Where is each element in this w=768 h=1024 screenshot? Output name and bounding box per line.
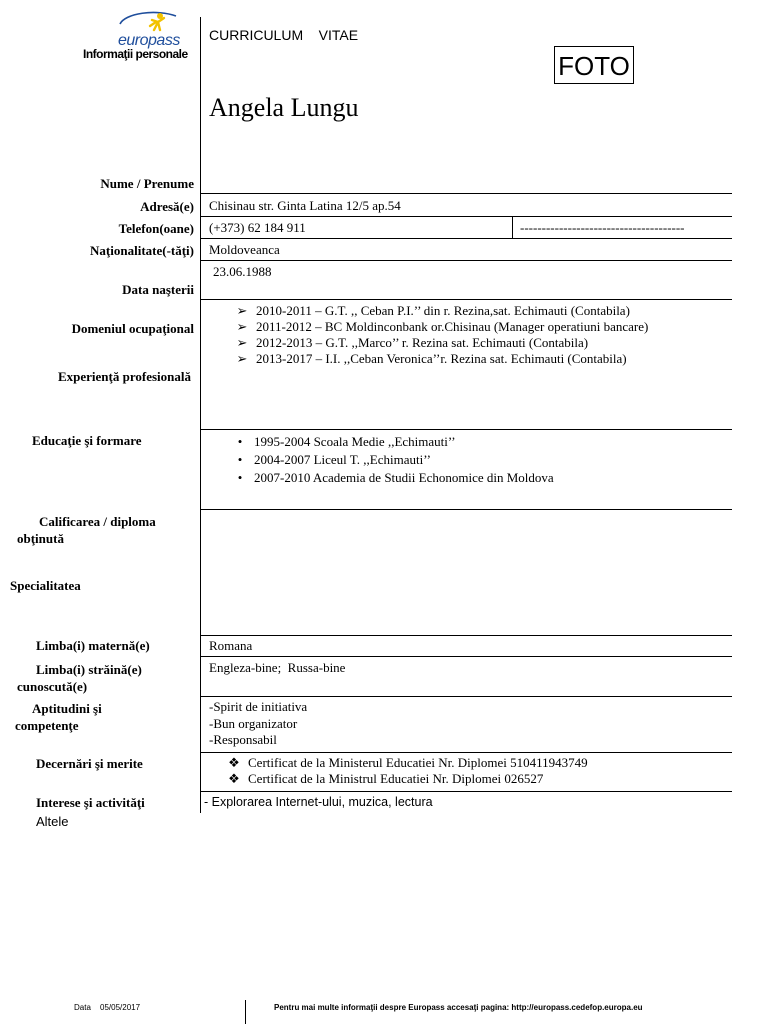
label-foreign-languages: Limba(i) străină(e) cunoscută(e) — [17, 662, 142, 694]
list-item: ➢ 2012-2013 – G.T. ,,Marco’’ r. Rezina sat. Echimauti (Contabila) — [232, 335, 648, 351]
value-foreign-languages: Engleza-bine; Russa-bine — [209, 660, 346, 675]
photo-placeholder: FOTO — [554, 46, 634, 84]
value-nationality: Moldoveanca — [209, 242, 280, 257]
rule — [201, 299, 732, 300]
rule — [201, 791, 732, 792]
rule — [201, 656, 732, 657]
list-item: -Bun organizator — [209, 715, 298, 731]
phone-cell-divider — [512, 216, 513, 238]
value-phone-alt: -------------------------------------- — [520, 220, 685, 235]
diamond-bullet-icon: ❖ — [228, 755, 240, 770]
value-birth-date: 23.06.1988 — [213, 264, 272, 279]
arrow-bullet-icon: ➢ — [236, 319, 248, 334]
label-name: Nume / Prenume — [100, 176, 194, 191]
value-address: Chisinau str. Ginta Latina 12/5 ap.54 — [209, 198, 401, 213]
value-interests: - Explorarea Internet-ului, muzica, lectura — [204, 795, 433, 809]
label-awards: Decernări şi merite — [36, 756, 143, 771]
rule — [201, 216, 732, 217]
rule — [201, 429, 732, 430]
list-item: • 1995-2004 Scoala Medie ,,Echimauti’’ — [230, 433, 554, 451]
vertical-divider — [200, 17, 201, 813]
list-item: -Responsabil — [209, 732, 277, 747]
label-experience: Experienţă profesională — [57, 369, 191, 384]
arrow-bullet-icon: ➢ — [236, 351, 248, 366]
label-address: Adresă(e) — [140, 199, 194, 214]
label-specialty: Specialitatea — [10, 578, 81, 593]
list-item: ❖ Certificat de la Ministrul Educatiei Nr. Diplomei 026527 — [224, 771, 588, 787]
dot-bullet-icon: • — [237, 470, 243, 485]
list-item: • 2004-2007 Liceul T. ,,Echimauti’’ — [230, 451, 554, 469]
footer-divider — [245, 1000, 246, 1024]
label-mother-tongue: Limba(i) maternă(e) — [36, 638, 150, 653]
list-item: ➢ 2010-2011 – G.T. ,, Ceban P.I.’’ din r. Rezina,sat. Echimauti (Contabila) — [232, 303, 648, 319]
list-item: ❖ Certificat de la Ministerul Educatiei Nr. Diplomei 510411943749 — [224, 755, 588, 771]
list-item: -Spirit de initiativa — [209, 699, 308, 714]
list-item: ➢ 2011-2012 – BC Moldinconbank or.Chisinau (Manager operatiuni bancare) — [232, 319, 648, 335]
footer-info: Pentru mai multe informaţii despre Europass accesaţi pagina: http://europass.cedefop.europa.eu — [274, 1003, 643, 1012]
logo-text: europass — [118, 32, 180, 49]
label-nationality: Naţionalitate(-tăţi) — [90, 243, 194, 258]
rule — [201, 193, 732, 194]
list-item: ➢ 2013-2017 – I.I. ,,Ceban Veronica’’r. Rezina sat. Echimauti (Contabila) — [232, 351, 648, 367]
label-qualification: Calificarea / diploma obţinută — [17, 514, 156, 546]
rule — [201, 696, 732, 697]
rule — [201, 260, 732, 261]
dot-bullet-icon: • — [237, 452, 243, 467]
rule — [201, 238, 732, 239]
arrow-bullet-icon: ➢ — [236, 335, 248, 350]
awards-list — [224, 755, 588, 787]
skills-list — [209, 699, 307, 749]
education-list — [230, 433, 554, 487]
document-title: CURRICULUM VITAE — [209, 27, 359, 43]
label-other: Altele — [36, 814, 69, 829]
footer-date-label: Data — [74, 1003, 91, 1012]
list-item: • 2007-2010 Academia de Studii Echonomice din Moldova — [230, 469, 554, 487]
label-birth-date: Data naşterii — [122, 282, 194, 297]
full-name: Angela Lungu — [209, 93, 359, 122]
arrow-bullet-icon: ➢ — [236, 303, 248, 318]
label-interests: Interese şi activităţi — [36, 795, 145, 810]
rule — [201, 752, 732, 753]
label-skills: Aptitudini şi competenţe — [15, 701, 102, 733]
diamond-bullet-icon: ❖ — [228, 771, 240, 786]
label-occupation: Domeniul ocupaţional — [71, 321, 194, 336]
rule — [201, 509, 732, 510]
dot-bullet-icon: • — [237, 434, 243, 449]
experience-list — [232, 303, 648, 367]
value-mother-tongue: Romana — [209, 638, 253, 653]
section-label: Informaţii personale — [83, 47, 188, 61]
rule — [201, 635, 732, 636]
value-phone: (+373) 62 184 911 — [209, 220, 306, 235]
label-phone: Telefon(oane) — [118, 221, 194, 236]
footer-date-value: 05/05/2017 — [100, 1003, 141, 1012]
label-education: Educaţie şi formare — [32, 433, 142, 448]
